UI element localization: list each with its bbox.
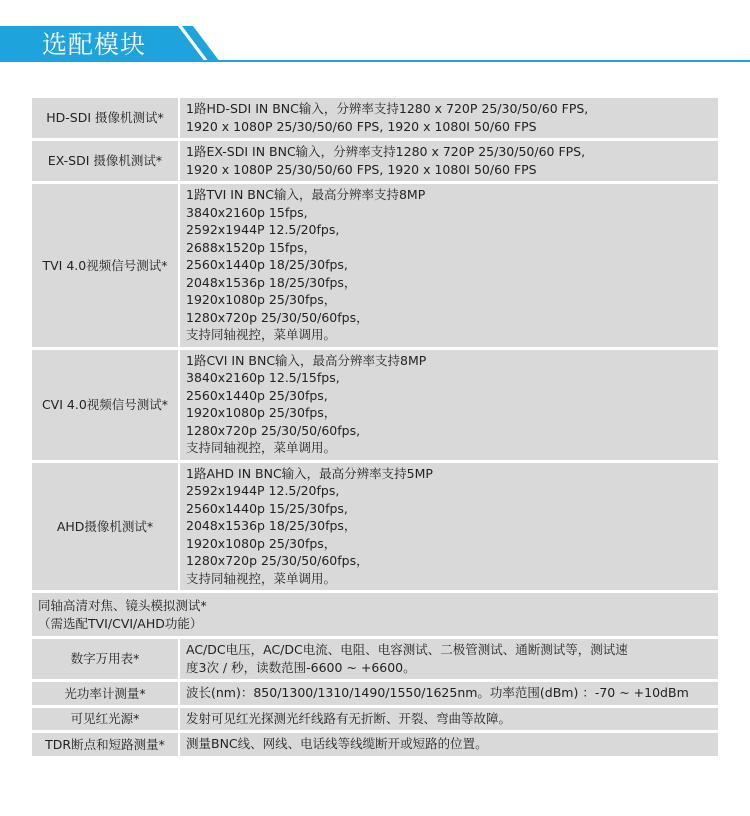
spec-value-line: 测量BNC线、网线、电话线等线缆断开或短路的位置。 — [186, 736, 488, 751]
spec-note — [32, 593, 718, 636]
spec-value-line: 波长(nm)：850/1300/1310/1490/1550/1625nm。功率范围(dBm) ：-70 ~ +10dBm — [186, 685, 689, 700]
spec-value-line: 1280x720p 25/30/50/60fps, — [186, 422, 361, 438]
spec-value-line: 2688x1520p 15fps， — [186, 239, 317, 255]
spec-note-line: （需选配TVI/CVI/AHD功能） — [38, 615, 203, 631]
spec-value-line: 2560x1440p 18/25/30fps, — [186, 257, 348, 272]
spec-value-line: 1920 x 1080P 25/30/50/60 FPS, 1920 x 1080I 50/60 FPS — [186, 118, 537, 134]
spec-value-line: 1920x1080p 25/30fps， — [186, 535, 337, 551]
spec-label: CVI 4.0视频信号测试* — [32, 350, 180, 460]
spec-value-line: 1路AHD IN BNC输入，最高分辨率支持5MP — [186, 465, 433, 481]
spec-table-body — [32, 98, 718, 756]
spec-value-line: 1路EX-SDI IN BNC输入，分辨率支持1280 x 720P 25/30/50/60 FPS, — [186, 144, 586, 159]
spec-row-fullwidth — [32, 593, 718, 636]
spec-table — [32, 95, 718, 759]
spec-value-line: 3840x2160p 12.5/15fps, — [186, 370, 340, 385]
spec-label: HD-SDI 摄像机测试* — [32, 98, 180, 138]
spec-value-line: 1920x1080p 25/30fps， — [186, 292, 337, 307]
spec-value-line: 1280x720p 25/30/50/60fps， — [186, 553, 369, 568]
spec-value-line: 2592x1944P 12.5/20fps, — [186, 222, 340, 237]
spec-value-line: 1920x1080p 25/30fps， — [186, 405, 337, 420]
spec-value-line: 1280x720p 25/30/50/60fps， — [186, 309, 369, 325]
spec-label: EX-SDI 摄像机测试* — [32, 141, 180, 181]
spec-value-line: 2048x1536p 18/25/30fps， — [186, 518, 357, 533]
spec-value-line: 2048x1536p 18/25/30fps， — [186, 274, 357, 290]
spec-value — [180, 184, 718, 347]
spec-value-line: 1路HD-SDI IN BNC输入，分辨率支持1280 x 720P 25/30/50/60 FPS, — [186, 101, 589, 116]
spec-value-line: AC/DC电压，AC/DC电流、电阻、电容测试、二极管测试、通断测试等，测试速 — [186, 642, 628, 657]
spec-value-line: 度3次 / 秒，读数范围-6600 ~ +6600。 — [186, 659, 416, 675]
spec-label: 数字万用表* — [32, 639, 180, 679]
spec-row — [32, 682, 718, 705]
spec-value-line: 1路CVI IN BNC输入，最高分辨率支持8MP — [186, 352, 427, 368]
spec-row — [32, 733, 718, 756]
spec-label: 光功率计测量* — [32, 682, 180, 705]
spec-value — [180, 682, 718, 705]
spec-row — [32, 141, 718, 181]
spec-value-line: 1920 x 1080P 25/30/50/60 FPS, 1920 x 1080I 50/60 FPS — [186, 161, 537, 177]
spec-value-line: 支持同轴视控，菜单调用。 — [186, 570, 337, 586]
spec-note-line: 同轴高清对焦、镜头模拟测试* — [38, 598, 207, 613]
spec-value-line: 支持同轴视控，菜单调用。 — [186, 327, 337, 342]
spec-row — [32, 463, 718, 591]
spec-label: 可见红光源* — [32, 708, 180, 731]
section-title: 选配模块 — [42, 30, 147, 59]
spec-value — [180, 98, 718, 138]
spec-row — [32, 98, 718, 138]
spec-value — [180, 733, 718, 756]
spec-value-line: 2560x1440p 25/30fps, — [186, 387, 328, 403]
spec-value — [180, 708, 718, 731]
spec-value — [180, 350, 718, 460]
spec-row — [32, 639, 718, 679]
spec-value-line: 3840x2160p 15fps, — [186, 204, 308, 220]
spec-value — [180, 463, 718, 591]
spec-value-line: 发射可见红光探测光纤线路有无折断、开裂、弯曲等故障。 — [186, 710, 512, 726]
spec-label: TDR断点和短路测量* — [32, 733, 180, 756]
spec-value-line: 1路TVI IN BNC输入，最高分辨率支持8MP — [186, 187, 426, 202]
spec-value-line: 2592x1944P 12.5/20fps, — [186, 483, 340, 498]
spec-label: AHD摄像机测试* — [32, 463, 180, 591]
spec-row — [32, 184, 718, 347]
header-rule — [0, 60, 750, 62]
section-header — [0, 0, 750, 70]
spec-row — [32, 350, 718, 460]
spec-value-line: 2560x1440p 15/25/30fps, — [186, 500, 348, 516]
spec-label: TVI 4.0视频信号测试* — [32, 184, 180, 347]
spec-value-line: 支持同轴视控，菜单调用。 — [186, 440, 337, 455]
spec-row — [32, 708, 718, 731]
spec-value — [180, 639, 718, 679]
spec-value — [180, 141, 718, 181]
